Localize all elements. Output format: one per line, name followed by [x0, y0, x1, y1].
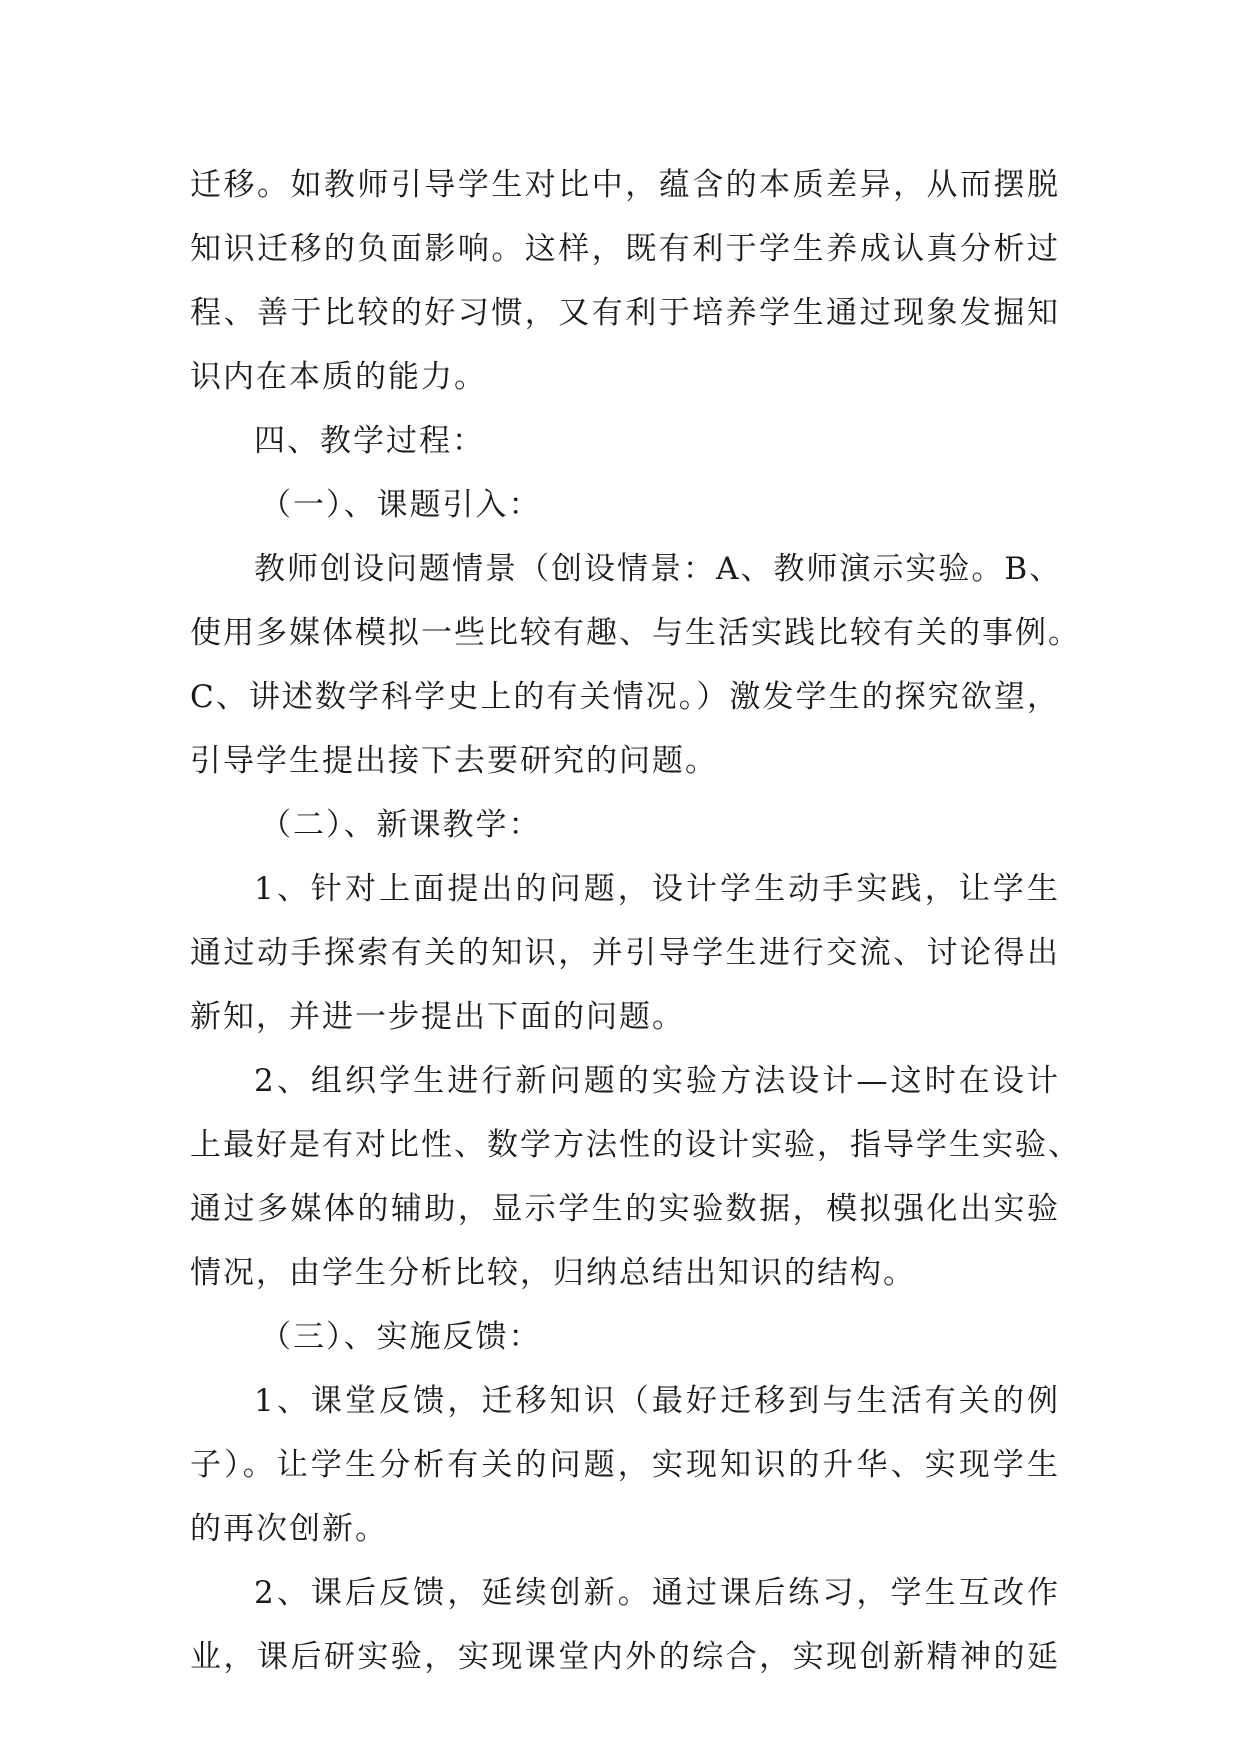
paragraph-line: 教师创设问题情景（创设情景：A、教师演示实验。B、 — [254, 551, 1063, 587]
paragraph-line: 1、课堂反馈，迁移知识（最好迁移到与生活有关的例 — [254, 1383, 1060, 1419]
paragraph-line: 子）。让学生分析有关的问题，实现知识的升华、实现学生 — [190, 1447, 1060, 1483]
section-heading: 四、教学过程： — [254, 423, 485, 459]
paragraph-line: 2、组织学生进行新问题的实验方法设计—这时在设计 — [254, 1063, 1060, 1099]
paragraph-line: 上最好是有对比性、数学方法性的设计实验，指导学生实验、 — [190, 1127, 1081, 1163]
paragraph-line: 知识迁移的负面影响。这样，既有利于学生养成认真分析过 — [190, 231, 1060, 267]
paragraph-line: 情况，由学生分析比较，归纳总结出知识的结构。 — [190, 1255, 916, 1291]
paragraph-line: 业，课后研实验，实现课堂内外的综合，实现创新精神的延 — [190, 1639, 1060, 1675]
paragraph-line: 通过动手探索有关的知识，并引导学生进行交流、讨论得出 — [190, 935, 1060, 971]
paragraph-line: 的再次创新。 — [190, 1511, 388, 1547]
paragraph-line: 通过多媒体的辅助，显示学生的实验数据，模拟强化出实验 — [190, 1191, 1060, 1227]
paragraph-line: 迁移。如教师引导学生对比中，蕴含的本质差异，从而摆脱 — [190, 167, 1060, 203]
paragraph-line: 1、针对上面提出的问题，设计学生动手实践，让学生 — [254, 871, 1060, 907]
paragraph-line: 识内在本质的能力。 — [190, 359, 487, 395]
paragraph-line: 新知，并进一步提出下面的问题。 — [190, 999, 685, 1035]
paragraph-line: 使用多媒体模拟一些比较有趣、与生活实践比较有关的事例。 — [190, 615, 1081, 651]
paragraph-line: 2、课后反馈，延续创新。通过课后练习，学生互改作 — [254, 1575, 1060, 1611]
subsection-heading: （三）、实施反馈： — [260, 1319, 542, 1355]
paragraph-line: C、讲述数学科学史上的有关情况。）激发学生的探究欲望， — [190, 679, 1060, 715]
subsection-heading: （一）、课题引入： — [260, 487, 542, 523]
document-body — [190, 153, 1081, 1689]
paragraph-line: 引导学生提出接下去要研究的问题。 — [190, 743, 718, 779]
subsection-heading: （二）、新课教学： — [260, 807, 542, 843]
paragraph-line: 程、善于比较的好习惯，又有利于培养学生通过现象发掘知 — [190, 295, 1060, 331]
